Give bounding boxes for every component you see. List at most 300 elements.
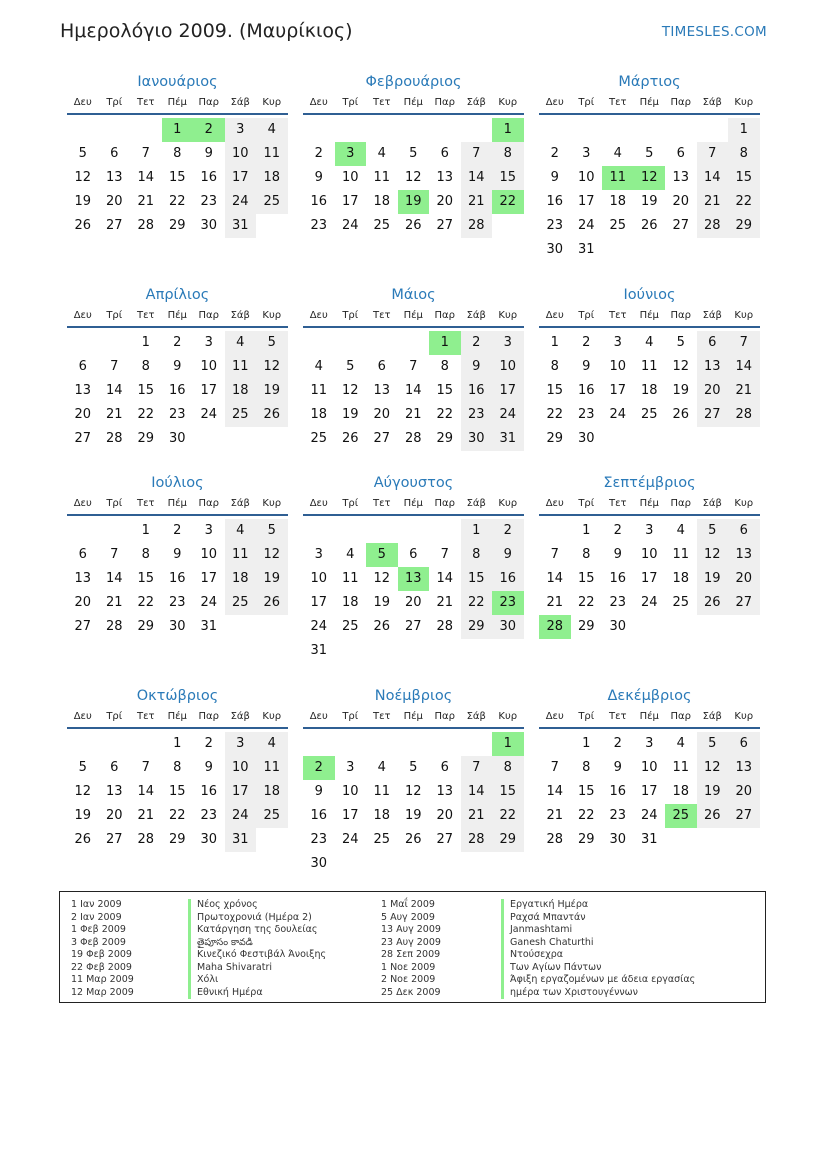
day-cell: 10: [200, 547, 218, 562]
holiday-name: Άφιξη εργαζομένων με άδεια εργασίας: [501, 974, 695, 987]
weekday-label: Πέμ: [639, 498, 659, 509]
weekday-label: Δευ: [73, 711, 92, 722]
day-cell: 1: [582, 736, 591, 751]
day-cell: 25: [256, 804, 288, 828]
day-cell: 9: [613, 547, 622, 562]
day-cell: 18: [225, 379, 257, 403]
holiday-date: 5 Αυγ 2009: [381, 911, 435, 923]
day-grid: [67, 118, 288, 238]
weekday-header: [67, 497, 288, 516]
day-cell: 20: [728, 567, 760, 591]
holiday-name: Κατάργηση της δουλείας: [188, 924, 326, 937]
day-cell: 12: [341, 383, 359, 398]
day-cell: 3: [204, 335, 213, 350]
day-cell: 14: [137, 170, 155, 185]
day-cell: 29: [728, 214, 760, 238]
day-cell: 11: [256, 142, 288, 166]
day-cell: 18: [373, 194, 391, 209]
day-cell: 30: [492, 615, 524, 639]
day-cell: 3: [225, 732, 257, 756]
day-cell: 6: [440, 760, 449, 775]
day-cell: 24: [609, 407, 627, 422]
day-cell: 18: [310, 407, 328, 422]
day-cell: 23: [609, 808, 627, 823]
empty-cell: [99, 118, 131, 142]
day-cell: 6: [676, 146, 685, 161]
weekday-label: Τετ: [136, 498, 155, 509]
day-cell: 20: [373, 407, 391, 422]
day-cell: 9: [550, 170, 559, 185]
day-cell: 28: [105, 431, 123, 446]
day-cell: 12: [373, 571, 391, 586]
day-cell: 10: [225, 142, 257, 166]
day-cell: 16: [168, 383, 186, 398]
day-cell: 16: [492, 567, 524, 591]
month-calendar: [539, 473, 760, 639]
day-cell: 14: [461, 780, 493, 804]
day-cell: 28: [137, 832, 155, 847]
day-cell: 12: [697, 756, 729, 780]
month-calendar: [303, 686, 524, 876]
day-cell: 16: [609, 784, 627, 799]
day-cell: 5: [697, 732, 729, 756]
day-cell: 30: [609, 619, 627, 634]
day-cell: 10: [640, 760, 658, 775]
day-cell: 29: [492, 828, 524, 852]
day-cell: 21: [461, 804, 493, 828]
day-cell: 16: [310, 194, 328, 209]
day-cell: 30: [310, 856, 328, 871]
weekday-label: Παρ: [670, 498, 691, 509]
day-cell: 20: [74, 595, 92, 610]
weekday-header: [67, 309, 288, 328]
day-cell: 2: [461, 331, 493, 355]
weekday-label: Πέμ: [639, 97, 659, 108]
day-cell: 24: [341, 832, 359, 847]
day-cell: 31: [640, 832, 658, 847]
day-cell: 12: [697, 543, 729, 567]
day-cell: 3: [346, 760, 355, 775]
day-cell: 9: [173, 359, 182, 374]
day-cell: 19: [341, 407, 359, 422]
day-cell: 30: [168, 619, 186, 634]
weekday-header: [303, 710, 524, 729]
day-cell: 8: [173, 146, 182, 161]
month-calendar: [303, 285, 524, 451]
day-cell: 20: [74, 407, 92, 422]
day-cell: 25: [373, 218, 391, 233]
weekday-label: Τρί: [578, 97, 595, 108]
day-cell: 20: [436, 194, 454, 209]
day-cell: 17: [609, 383, 627, 398]
weekday-label: Πέμ: [167, 97, 187, 108]
holiday-day-cell: 23: [492, 591, 524, 615]
day-cell: 15: [461, 567, 493, 591]
day-cell: 15: [492, 780, 524, 804]
day-cell: 27: [672, 218, 690, 233]
day-cell: 18: [609, 194, 627, 209]
month-name: Ιούνιος: [623, 287, 676, 303]
weekday-label: Τρί: [106, 711, 123, 722]
day-cell: 12: [74, 784, 92, 799]
day-grid: [67, 331, 288, 451]
day-cell: 5: [409, 760, 418, 775]
holiday-list: [59, 891, 766, 1003]
day-cell: 7: [697, 142, 729, 166]
day-cell: 29: [137, 619, 155, 634]
day-cell: 2: [204, 736, 213, 751]
weekday-label: Σάβ: [702, 310, 722, 321]
day-cell: 28: [728, 403, 760, 427]
day-cell: 28: [105, 619, 123, 634]
weekday-label: Πέμ: [403, 97, 423, 108]
empty-cell: [303, 118, 335, 142]
day-cell: 25: [225, 591, 257, 615]
empty-cell: [398, 519, 430, 543]
day-cell: 27: [436, 218, 454, 233]
month-name: Φεβρουάριος: [365, 74, 462, 90]
day-cell: 4: [676, 736, 685, 751]
weekday-label: Κυρ: [498, 498, 518, 509]
day-cell: 25: [373, 832, 391, 847]
day-cell: 3: [314, 547, 323, 562]
day-cell: 16: [461, 379, 493, 403]
weekday-label: Δευ: [309, 97, 328, 108]
day-cell: 28: [137, 218, 155, 233]
day-cell: 1: [141, 335, 150, 350]
weekday-label: Δευ: [309, 498, 328, 509]
empty-cell: [398, 118, 430, 142]
day-cell: 29: [168, 218, 186, 233]
day-cell: 7: [141, 146, 150, 161]
weekday-header: [67, 96, 288, 115]
day-cell: 28: [697, 214, 729, 238]
day-cell: 13: [672, 170, 690, 185]
empty-cell: [429, 732, 461, 756]
day-cell: 10: [640, 547, 658, 562]
day-cell: 28: [436, 619, 454, 634]
day-cell: 4: [314, 359, 323, 374]
day-cell: 6: [697, 331, 729, 355]
weekday-label: Τρί: [342, 97, 359, 108]
day-cell: 2: [550, 146, 559, 161]
day-cell: 2: [173, 523, 182, 538]
day-cell: 30: [461, 427, 493, 451]
weekday-label: Τετ: [608, 310, 627, 321]
day-cell: 3: [225, 118, 257, 142]
weekday-label: Δευ: [545, 97, 564, 108]
day-cell: 6: [728, 732, 760, 756]
day-cell: 1: [461, 519, 493, 543]
day-grid: [303, 118, 524, 238]
day-cell: 1: [582, 523, 591, 538]
empty-cell: [99, 732, 131, 756]
day-cell: 5: [346, 359, 355, 374]
holiday-names-column-2: [501, 899, 695, 999]
holiday-name: ημέρα των Χριστουγέννων: [501, 987, 695, 1000]
weekday-label: Τετ: [136, 711, 155, 722]
weekday-label: Παρ: [198, 310, 219, 321]
holiday-date: 25 Δεκ 2009: [381, 986, 441, 998]
weekday-label: Τρί: [106, 310, 123, 321]
day-cell: 26: [74, 832, 92, 847]
day-cell: 1: [550, 335, 559, 350]
holiday-day-cell: 25: [665, 804, 697, 828]
weekday-label: Τρί: [578, 711, 595, 722]
holiday-name: Maha Shivaratri: [188, 962, 326, 975]
month-calendar: [303, 72, 524, 238]
day-cell: 3: [645, 523, 654, 538]
day-cell: 18: [256, 780, 288, 804]
day-cell: 27: [74, 619, 92, 634]
day-cell: 5: [78, 760, 87, 775]
weekday-label: Κυρ: [734, 498, 754, 509]
day-cell: 16: [609, 571, 627, 586]
weekday-header: [303, 497, 524, 516]
weekday-label: Κυρ: [734, 711, 754, 722]
day-cell: 21: [461, 190, 493, 214]
day-cell: 17: [200, 383, 218, 398]
empty-cell: [335, 118, 367, 142]
day-cell: 13: [728, 543, 760, 567]
page-title: Ημερολόγιο 2009. (Μαυρίκιος): [60, 20, 353, 42]
day-cell: 19: [697, 780, 729, 804]
day-cell: 22: [461, 591, 493, 615]
empty-cell: [461, 732, 493, 756]
day-cell: 27: [105, 218, 123, 233]
holiday-day-cell: 2: [193, 118, 225, 142]
day-cell: 4: [225, 519, 257, 543]
day-grid: [67, 519, 288, 639]
day-cell: 21: [404, 407, 422, 422]
day-cell: 26: [697, 591, 729, 615]
weekday-header: [539, 309, 760, 328]
day-cell: 7: [461, 142, 493, 166]
holiday-date: 19 Φεβ 2009: [71, 949, 132, 960]
day-cell: 22: [168, 808, 186, 823]
month-calendar: [67, 686, 288, 852]
empty-cell: [602, 118, 634, 142]
day-cell: 1: [173, 736, 182, 751]
day-cell: 31: [492, 427, 524, 451]
day-cell: 22: [546, 407, 564, 422]
day-cell: 10: [341, 784, 359, 799]
empty-cell: [366, 118, 398, 142]
day-cell: 7: [461, 756, 493, 780]
weekday-label: Σάβ: [466, 711, 486, 722]
month-name: Σεπτέμβριος: [603, 475, 696, 491]
day-cell: 30: [168, 431, 186, 446]
day-grid: [303, 732, 524, 876]
weekday-header: [539, 96, 760, 115]
month-calendar: [67, 473, 288, 639]
day-cell: 14: [546, 571, 564, 586]
day-cell: 29: [577, 619, 595, 634]
weekday-label: Τρί: [578, 498, 595, 509]
day-grid: [539, 519, 760, 639]
day-cell: 22: [137, 595, 155, 610]
day-grid: [539, 732, 760, 852]
day-cell: 11: [373, 170, 391, 185]
day-cell: 4: [256, 118, 288, 142]
day-cell: 25: [310, 431, 328, 446]
day-cell: 10: [225, 756, 257, 780]
day-cell: 16: [310, 808, 328, 823]
holiday-name: Εργατική Ημέρα: [501, 899, 695, 912]
weekday-header: [303, 309, 524, 328]
empty-cell: [99, 519, 131, 543]
day-cell: 23: [168, 407, 186, 422]
day-cell: 7: [409, 359, 418, 374]
month-name: Οκτώβριος: [136, 688, 219, 704]
day-cell: 9: [173, 547, 182, 562]
weekday-label: Κυρ: [262, 498, 282, 509]
day-cell: 19: [256, 567, 288, 591]
day-cell: 26: [640, 218, 658, 233]
day-cell: 29: [436, 431, 454, 446]
empty-cell: [303, 732, 335, 756]
weekday-header: [539, 710, 760, 729]
holiday-date: 1 Ιαν 2009: [71, 899, 122, 910]
day-cell: 20: [697, 379, 729, 403]
weekday-label: Τρί: [342, 498, 359, 509]
day-cell: 17: [225, 780, 257, 804]
empty-cell: [335, 519, 367, 543]
day-cell: 14: [546, 784, 564, 799]
day-cell: 22: [577, 595, 595, 610]
weekday-label: Κυρ: [262, 711, 282, 722]
day-cell: 15: [436, 383, 454, 398]
weekday-label: Σάβ: [702, 97, 722, 108]
day-cell: 12: [256, 543, 288, 567]
empty-cell: [571, 118, 603, 142]
day-cell: 2: [314, 146, 323, 161]
day-cell: 6: [78, 547, 87, 562]
day-cell: 8: [141, 547, 150, 562]
day-cell: 6: [110, 146, 119, 161]
day-cell: 5: [676, 335, 685, 350]
day-cell: 19: [672, 383, 690, 398]
holiday-dates-column-2: [381, 899, 441, 999]
weekday-label: Τρί: [342, 310, 359, 321]
holiday-date: 2 Ιαν 2009: [71, 911, 122, 923]
weekday-label: Τετ: [136, 310, 155, 321]
day-cell: 29: [168, 832, 186, 847]
empty-cell: [67, 519, 99, 543]
month-name: Ιανουάριος: [137, 74, 218, 90]
day-cell: 6: [110, 760, 119, 775]
day-cell: 24: [225, 804, 257, 828]
day-cell: 2: [582, 335, 591, 350]
weekday-label: Παρ: [198, 97, 219, 108]
empty-cell: [67, 331, 99, 355]
day-cell: 29: [577, 832, 595, 847]
weekday-label: Κυρ: [734, 310, 754, 321]
day-cell: 25: [225, 403, 257, 427]
month-name: Ιούλιος: [151, 475, 204, 491]
holiday-date: 2 Νοε 2009: [381, 974, 436, 985]
day-cell: 18: [672, 784, 690, 799]
empty-cell: [697, 118, 729, 142]
day-cell: 25: [672, 595, 690, 610]
day-cell: 23: [546, 218, 564, 233]
holiday-day-cell: 12: [634, 166, 666, 190]
holiday-names-column-1: [188, 899, 326, 999]
weekday-label: Τετ: [608, 498, 627, 509]
day-cell: 20: [436, 808, 454, 823]
weekday-label: Παρ: [198, 711, 219, 722]
day-cell: 8: [550, 359, 559, 374]
empty-cell: [99, 331, 131, 355]
month-calendar: [539, 686, 760, 852]
day-cell: 8: [173, 760, 182, 775]
day-cell: 3: [204, 523, 213, 538]
day-cell: 27: [728, 804, 760, 828]
day-cell: 27: [74, 431, 92, 446]
weekday-label: Πέμ: [403, 310, 423, 321]
day-cell: 21: [546, 808, 564, 823]
weekday-label: Τρί: [106, 498, 123, 509]
day-grid: [303, 331, 524, 451]
day-cell: 8: [492, 142, 524, 166]
day-cell: 8: [440, 359, 449, 374]
day-cell: 25: [640, 407, 658, 422]
weekday-label: Τετ: [372, 97, 391, 108]
holiday-day-cell: 22: [492, 190, 524, 214]
holiday-day-cell: 11: [602, 166, 634, 190]
weekday-label: Πέμ: [167, 498, 187, 509]
day-cell: 27: [436, 832, 454, 847]
day-cell: 13: [436, 170, 454, 185]
weekday-label: Σάβ: [466, 310, 486, 321]
day-cell: 18: [256, 166, 288, 190]
day-cell: 7: [550, 760, 559, 775]
day-cell: 11: [640, 359, 658, 374]
day-cell: 21: [728, 379, 760, 403]
weekday-label: Κυρ: [498, 711, 518, 722]
weekday-label: Πέμ: [403, 711, 423, 722]
day-cell: 11: [373, 784, 391, 799]
holiday-name: తైపూసం కావడి: [188, 937, 326, 950]
day-cell: 7: [141, 760, 150, 775]
day-cell: 7: [550, 547, 559, 562]
day-cell: 4: [346, 547, 355, 562]
weekday-label: Σάβ: [702, 498, 722, 509]
day-cell: 3: [492, 331, 524, 355]
day-cell: 8: [461, 543, 493, 567]
weekday-label: Σάβ: [466, 498, 486, 509]
empty-cell: [303, 331, 335, 355]
holiday-name: Των Αγίων Πάντων: [501, 962, 695, 975]
day-cell: 8: [141, 359, 150, 374]
month-name: Δεκέμβριος: [607, 688, 692, 704]
day-cell: 5: [645, 146, 654, 161]
day-cell: 23: [200, 194, 218, 209]
day-cell: 5: [697, 519, 729, 543]
weekday-label: Παρ: [434, 310, 455, 321]
day-cell: 18: [341, 595, 359, 610]
holiday-date: 12 Μαρ 2009: [71, 986, 134, 998]
day-cell: 26: [404, 832, 422, 847]
holiday-name: Χόλι: [188, 974, 326, 987]
day-cell: 19: [640, 194, 658, 209]
holiday-date: 28 Σεπ 2009: [381, 949, 441, 960]
brand-link[interactable]: TIMESLES.COM: [661, 24, 767, 40]
day-cell: 9: [492, 543, 524, 567]
weekday-label: Δευ: [545, 310, 564, 321]
day-cell: 14: [697, 166, 729, 190]
weekday-label: Παρ: [434, 711, 455, 722]
